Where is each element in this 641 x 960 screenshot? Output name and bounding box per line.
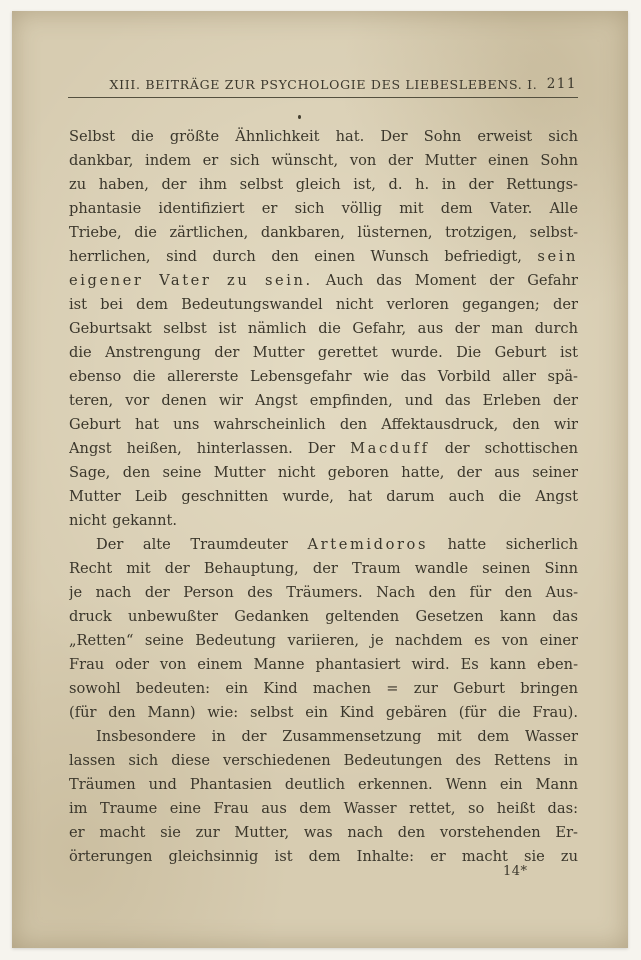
text-segment: Selbst die größte Ähnlichkeit hat. Der Sohn erweist sich <box>69 128 578 145</box>
text-segment: zu haben, der ihm selbst gleich ist, d. h. in der Rettungs- <box>69 176 578 193</box>
header-rule <box>68 97 578 98</box>
text-segment: Mutter Leib geschnitten wurde, hat darum auch die Angst <box>69 488 578 505</box>
text-line <box>69 725 578 749</box>
text-line <box>69 245 578 269</box>
text-segment: Angst heißen, hinterlassen. Der <box>69 440 351 457</box>
text-segment: druck unbewußter Gedanken geltenden Gesetzen kann das <box>69 608 578 625</box>
text-segment: Recht mit der Behauptung, der Traum wandle seinen Sinn <box>69 560 578 577</box>
text-line <box>69 149 578 173</box>
text-line <box>69 773 578 797</box>
text-line <box>69 413 578 437</box>
text-segment: sowohl bedeuten: ein Kind machen = zur Geburt bringen <box>69 680 578 697</box>
text-line <box>69 317 578 341</box>
text-line <box>69 677 578 701</box>
text-segment: im Traume eine Frau aus dem Wasser rettet, so heißt das: <box>69 800 578 817</box>
text-segment: lassen sich diese verschiedenen Bedeutungen des Rettens in <box>69 752 578 769</box>
text-segment: (für den Mann) wie: selbst ein Kind gebären (für die Frau). <box>69 704 578 721</box>
text-line <box>69 461 578 485</box>
text-segment: phantasie identifiziert er sich völlig mit dem Vater. Alle <box>69 200 578 217</box>
text-line <box>69 197 578 221</box>
text-line <box>69 341 578 365</box>
text-segment: ebenso die allererste Lebensgefahr wie das Vorbild aller spä- <box>69 368 578 385</box>
letter-spaced-emphasis: Artemidoros <box>307 536 429 553</box>
text-line <box>69 485 578 509</box>
text-segment: dankbar, indem er sich wünscht, von der Mutter einen Sohn <box>69 152 578 169</box>
text-segment: hatte sicherlich <box>428 536 578 553</box>
text-line <box>69 533 578 557</box>
text-line <box>69 365 578 389</box>
text-segment: herrlichen, sind durch den einen Wunsch befriedigt, <box>69 248 538 265</box>
text-line <box>69 845 578 869</box>
text-segment: „Retten“ seine Bedeutung variieren, je nachdem es von einer <box>69 632 578 649</box>
signature-mark: 14* <box>503 864 528 879</box>
text-line <box>69 749 578 773</box>
text-line <box>69 581 578 605</box>
text-line <box>69 509 578 533</box>
text-segment: Sage, den seine Mutter nicht geboren hatte, der aus seiner <box>69 464 578 481</box>
page-number: 211 <box>546 76 577 92</box>
paragraph <box>69 125 578 533</box>
text-segment: er macht sie zur Mutter, was nach den vorstehenden Er- <box>69 824 578 841</box>
running-title: XIII. BEITRÄGE ZUR PSYCHOLOGIE DES LIEBESLEBENS. I. <box>109 77 538 92</box>
text-segment: je nach der Person des Träumers. Nach den für den Aus- <box>69 584 578 601</box>
paragraph <box>69 725 578 869</box>
paragraph <box>69 533 578 725</box>
text-segment: Geburt hat uns wahrscheinlich den Affektausdruck, den wir <box>69 416 578 433</box>
text-line <box>69 653 578 677</box>
text-line <box>69 173 578 197</box>
text-line <box>69 125 578 149</box>
text-segment: örterungen gleichsinnig ist dem Inhalte: er macht sie zu <box>69 848 578 865</box>
text-segment: der schottischen <box>429 440 578 457</box>
letter-spaced-emphasis: sein <box>537 248 578 265</box>
text-line <box>69 269 578 293</box>
text-block <box>69 125 578 869</box>
text-line <box>69 557 578 581</box>
text-segment: Triebe, die zärtlichen, dankbaren, lüsternen, trotzigen, selbst- <box>69 224 578 241</box>
text-line <box>69 293 578 317</box>
text-line <box>69 605 578 629</box>
letter-spaced-emphasis: eigener Vater zu sein. <box>69 272 313 289</box>
text-line <box>69 797 578 821</box>
book-page <box>12 11 628 948</box>
text-segment: teren, vor denen wir Angst empfinden, und das Erleben der <box>69 392 578 409</box>
text-segment: Träumen und Phantasien deutlich erkennen. Wenn ein Mann <box>69 776 578 793</box>
text-line <box>69 821 578 845</box>
text-segment: Der alte Traumdeuter <box>96 536 308 553</box>
text-segment: ist bei dem Bedeutungswandel nicht verloren gegangen; der <box>69 296 578 313</box>
text-line <box>69 701 578 725</box>
page-header <box>69 77 578 92</box>
letter-spaced-emphasis: Macduff <box>350 440 430 457</box>
text-segment: Insbesondere in der Zusammensetzung mit dem Wasser <box>96 728 578 745</box>
text-line <box>69 221 578 245</box>
text-segment: Geburtsakt selbst ist nämlich die Gefahr, aus der man durch <box>69 320 578 337</box>
text-segment: nicht gekannt. <box>69 512 177 529</box>
text-line <box>69 437 578 461</box>
text-line <box>69 629 578 653</box>
text-segment: Frau oder von einem Manne phantasiert wird. Es kann eben- <box>69 656 578 673</box>
text-segment: Auch das Moment der Gefahr <box>312 272 578 289</box>
text-segment: die Anstrengung der Mutter gerettet wurde. Die Geburt ist <box>69 344 578 361</box>
text-line <box>69 389 578 413</box>
ink-speck <box>298 115 301 119</box>
